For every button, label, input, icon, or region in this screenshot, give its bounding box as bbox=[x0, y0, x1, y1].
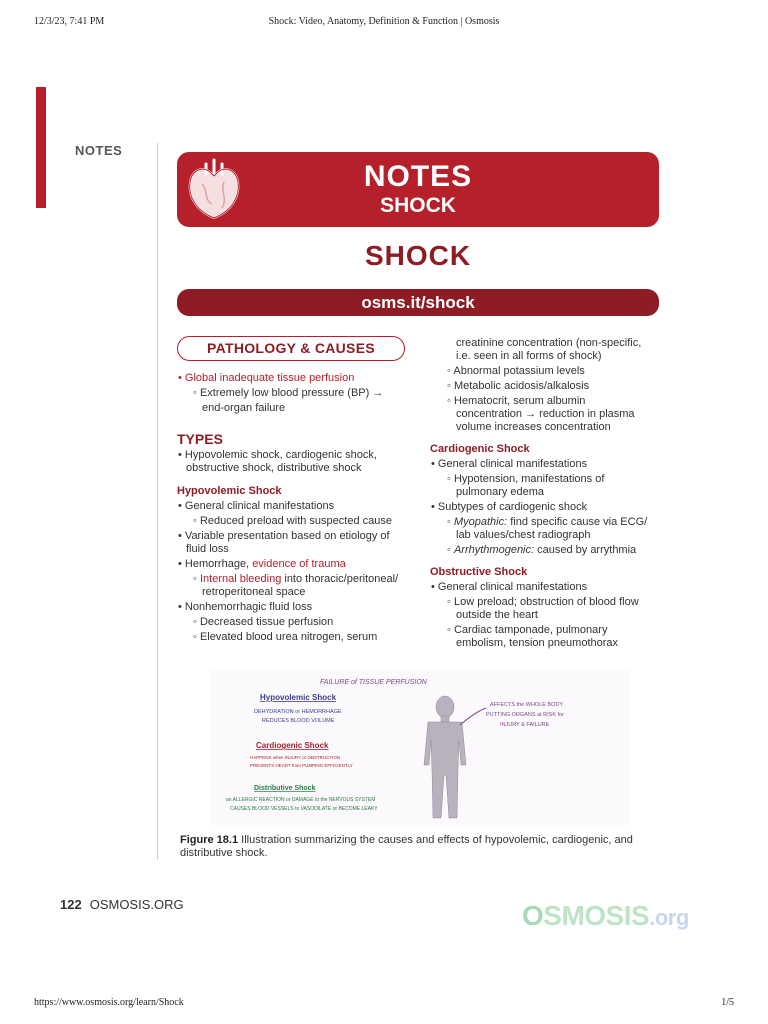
sub-bullet-line: ◦ Cardiac tamponade, pulmonary bbox=[447, 624, 608, 636]
figure-effect-line2: PUTTING ORGANS at RISK for bbox=[486, 712, 564, 718]
print-date: 12/3/23, 7:41 PM bbox=[34, 16, 105, 27]
continuation-line: lab values/chest radiograph bbox=[456, 529, 591, 541]
page-title: SHOCK bbox=[364, 240, 472, 271]
figure-cardio-line2: PREVENTS HEART from PUMPING EFFICIENTLY bbox=[250, 763, 353, 768]
sub-bullet-line: ◦ Hematocrit, serum albumin bbox=[447, 395, 586, 407]
column-divider bbox=[157, 143, 158, 860]
figure-effect-line1: AFFECTS the WHOLE BODY bbox=[490, 702, 564, 708]
page-number-footer: 122 OSMOSIS.ORG bbox=[60, 897, 184, 912]
sub-bullet-line: ◦ Low preload; obstruction of blood flow bbox=[447, 596, 639, 608]
continuation-line: creatinine concentration (non-specific, bbox=[456, 337, 642, 349]
obstructive-heading: Obstructive Shock bbox=[430, 566, 528, 578]
bullet-line: • Hemorrhage, evidence of trauma bbox=[178, 558, 346, 570]
figure-dist-line1: an ALLERGIC REACTION or DAMAGE to the NERVOUS SYSTEM bbox=[226, 797, 376, 803]
figure-hypo-line1: DEHYDRATION or HEMORRHAGE bbox=[254, 709, 342, 715]
bullet-line: • General clinical manifestations bbox=[431, 581, 588, 593]
notes-banner bbox=[177, 152, 659, 227]
print-page-count: 1/5 bbox=[721, 997, 734, 1008]
cardiogenic-heading: Cardiogenic Shock bbox=[430, 443, 530, 455]
bullet-line: • General clinical manifestations bbox=[178, 500, 335, 512]
sub-bullet-line: ◦ Myopathic: find specific cause via ECG/ bbox=[447, 516, 648, 528]
sub-bullet-line: ◦ Hypotension, manifestations of bbox=[447, 473, 605, 485]
sub-bullet-line: ◦ Internal bleeding into thoracic/peritoneal/ bbox=[193, 573, 399, 585]
continuation-line: pulmonary edema bbox=[456, 486, 545, 498]
figure-cardio-line1: HAPPENS when INJURY or OBSTRUCTION bbox=[250, 755, 341, 760]
sidebar-notes-label: NOTES bbox=[75, 143, 123, 158]
osmosis-logo: OSMOSIS.org bbox=[522, 900, 689, 931]
print-url: https://www.osmosis.org/learn/Shock bbox=[34, 997, 184, 1008]
print-title: Shock: Video, Anatomy, Definition & Function | Osmosis bbox=[268, 16, 500, 27]
bullet-line: • General clinical manifestations bbox=[431, 458, 588, 470]
figure-hypo-title: Hypovolemic Shock bbox=[260, 693, 337, 702]
continuation-line: volume increases concentration bbox=[456, 421, 611, 433]
sub-bullet-line: ◦ Decreased tissue perfusion bbox=[193, 616, 334, 628]
sub-bullet-line: ◦ Arrhythmogenic: caused by arrythmia bbox=[447, 544, 637, 556]
bullet-line: • Variable presentation based on etiology of bbox=[178, 530, 390, 542]
banner-line1: NOTES bbox=[363, 160, 473, 193]
figure-dist-line2: CAUSES BLOOD VESSELS to VASODILATE or BECOME LEAKY bbox=[230, 806, 378, 812]
figure-effect-line3: INJURY & FAILURE bbox=[500, 722, 550, 728]
sub-bullet-line: ◦ Reduced preload with suspected cause bbox=[193, 515, 392, 527]
figure-dist-title: Distributive Shock bbox=[254, 785, 316, 792]
bullet-line: • Subtypes of cardiogenic shock bbox=[431, 501, 588, 513]
sub-bullet-line: ◦ Abnormal potassium levels bbox=[447, 365, 585, 377]
shock-figure-illustration bbox=[210, 670, 630, 825]
bullet-line: • Hypovolemic shock, cardiogenic shock, bbox=[178, 449, 377, 461]
section-pill-pathology: PATHOLOGY & CAUSES bbox=[177, 336, 405, 361]
continuation-line: i.e. seen in all forms of shock) bbox=[456, 350, 602, 362]
figure-cardio-title: Cardiogenic Shock bbox=[256, 741, 329, 750]
sub-bullet-line: ◦ Elevated blood urea nitrogen, serum bbox=[193, 631, 378, 643]
continuation-line: outside the heart bbox=[456, 609, 538, 621]
continuation-line: end-organ failure bbox=[202, 402, 286, 414]
figure-caption: Figure 18.1 Illustration summarizing the causes and effects of hypovolemic, cardiogenic, and distributive shock. bbox=[180, 834, 633, 859]
continuation-line: retroperitoneal space bbox=[202, 586, 306, 598]
figure-hypo-line2: REDUCES BLOOD VOLUME bbox=[262, 718, 335, 724]
bullet-line: • Nonhemorrhagic fluid loss bbox=[178, 601, 313, 613]
heart-illustration-icon bbox=[184, 154, 244, 224]
sub-bullet-line: ◦ Extremely low blood pressure (BP) → bbox=[193, 387, 384, 399]
continuation-line: obstructive shock, distributive shock bbox=[186, 462, 362, 474]
continuation-line: fluid loss bbox=[186, 543, 229, 555]
short-url-link[interactable]: osms.it/shock bbox=[177, 289, 659, 316]
types-heading: TYPES bbox=[177, 431, 223, 447]
figure-top-text: FAILURE of TISSUE PERFUSION bbox=[320, 679, 427, 686]
continuation-line: embolism, tension pneumothorax bbox=[456, 637, 619, 649]
continuation-line: concentration → reduction in plasma bbox=[456, 408, 635, 420]
hypovolemic-heading: Hypovolemic Shock bbox=[177, 485, 282, 497]
banner-line2: SHOCK bbox=[380, 194, 456, 217]
red-accent-bar bbox=[36, 87, 46, 208]
bullet-line: • Global inadequate tissue perfusion bbox=[178, 372, 355, 384]
sub-bullet-line: ◦ Metabolic acidosis/alkalosis bbox=[447, 380, 590, 392]
